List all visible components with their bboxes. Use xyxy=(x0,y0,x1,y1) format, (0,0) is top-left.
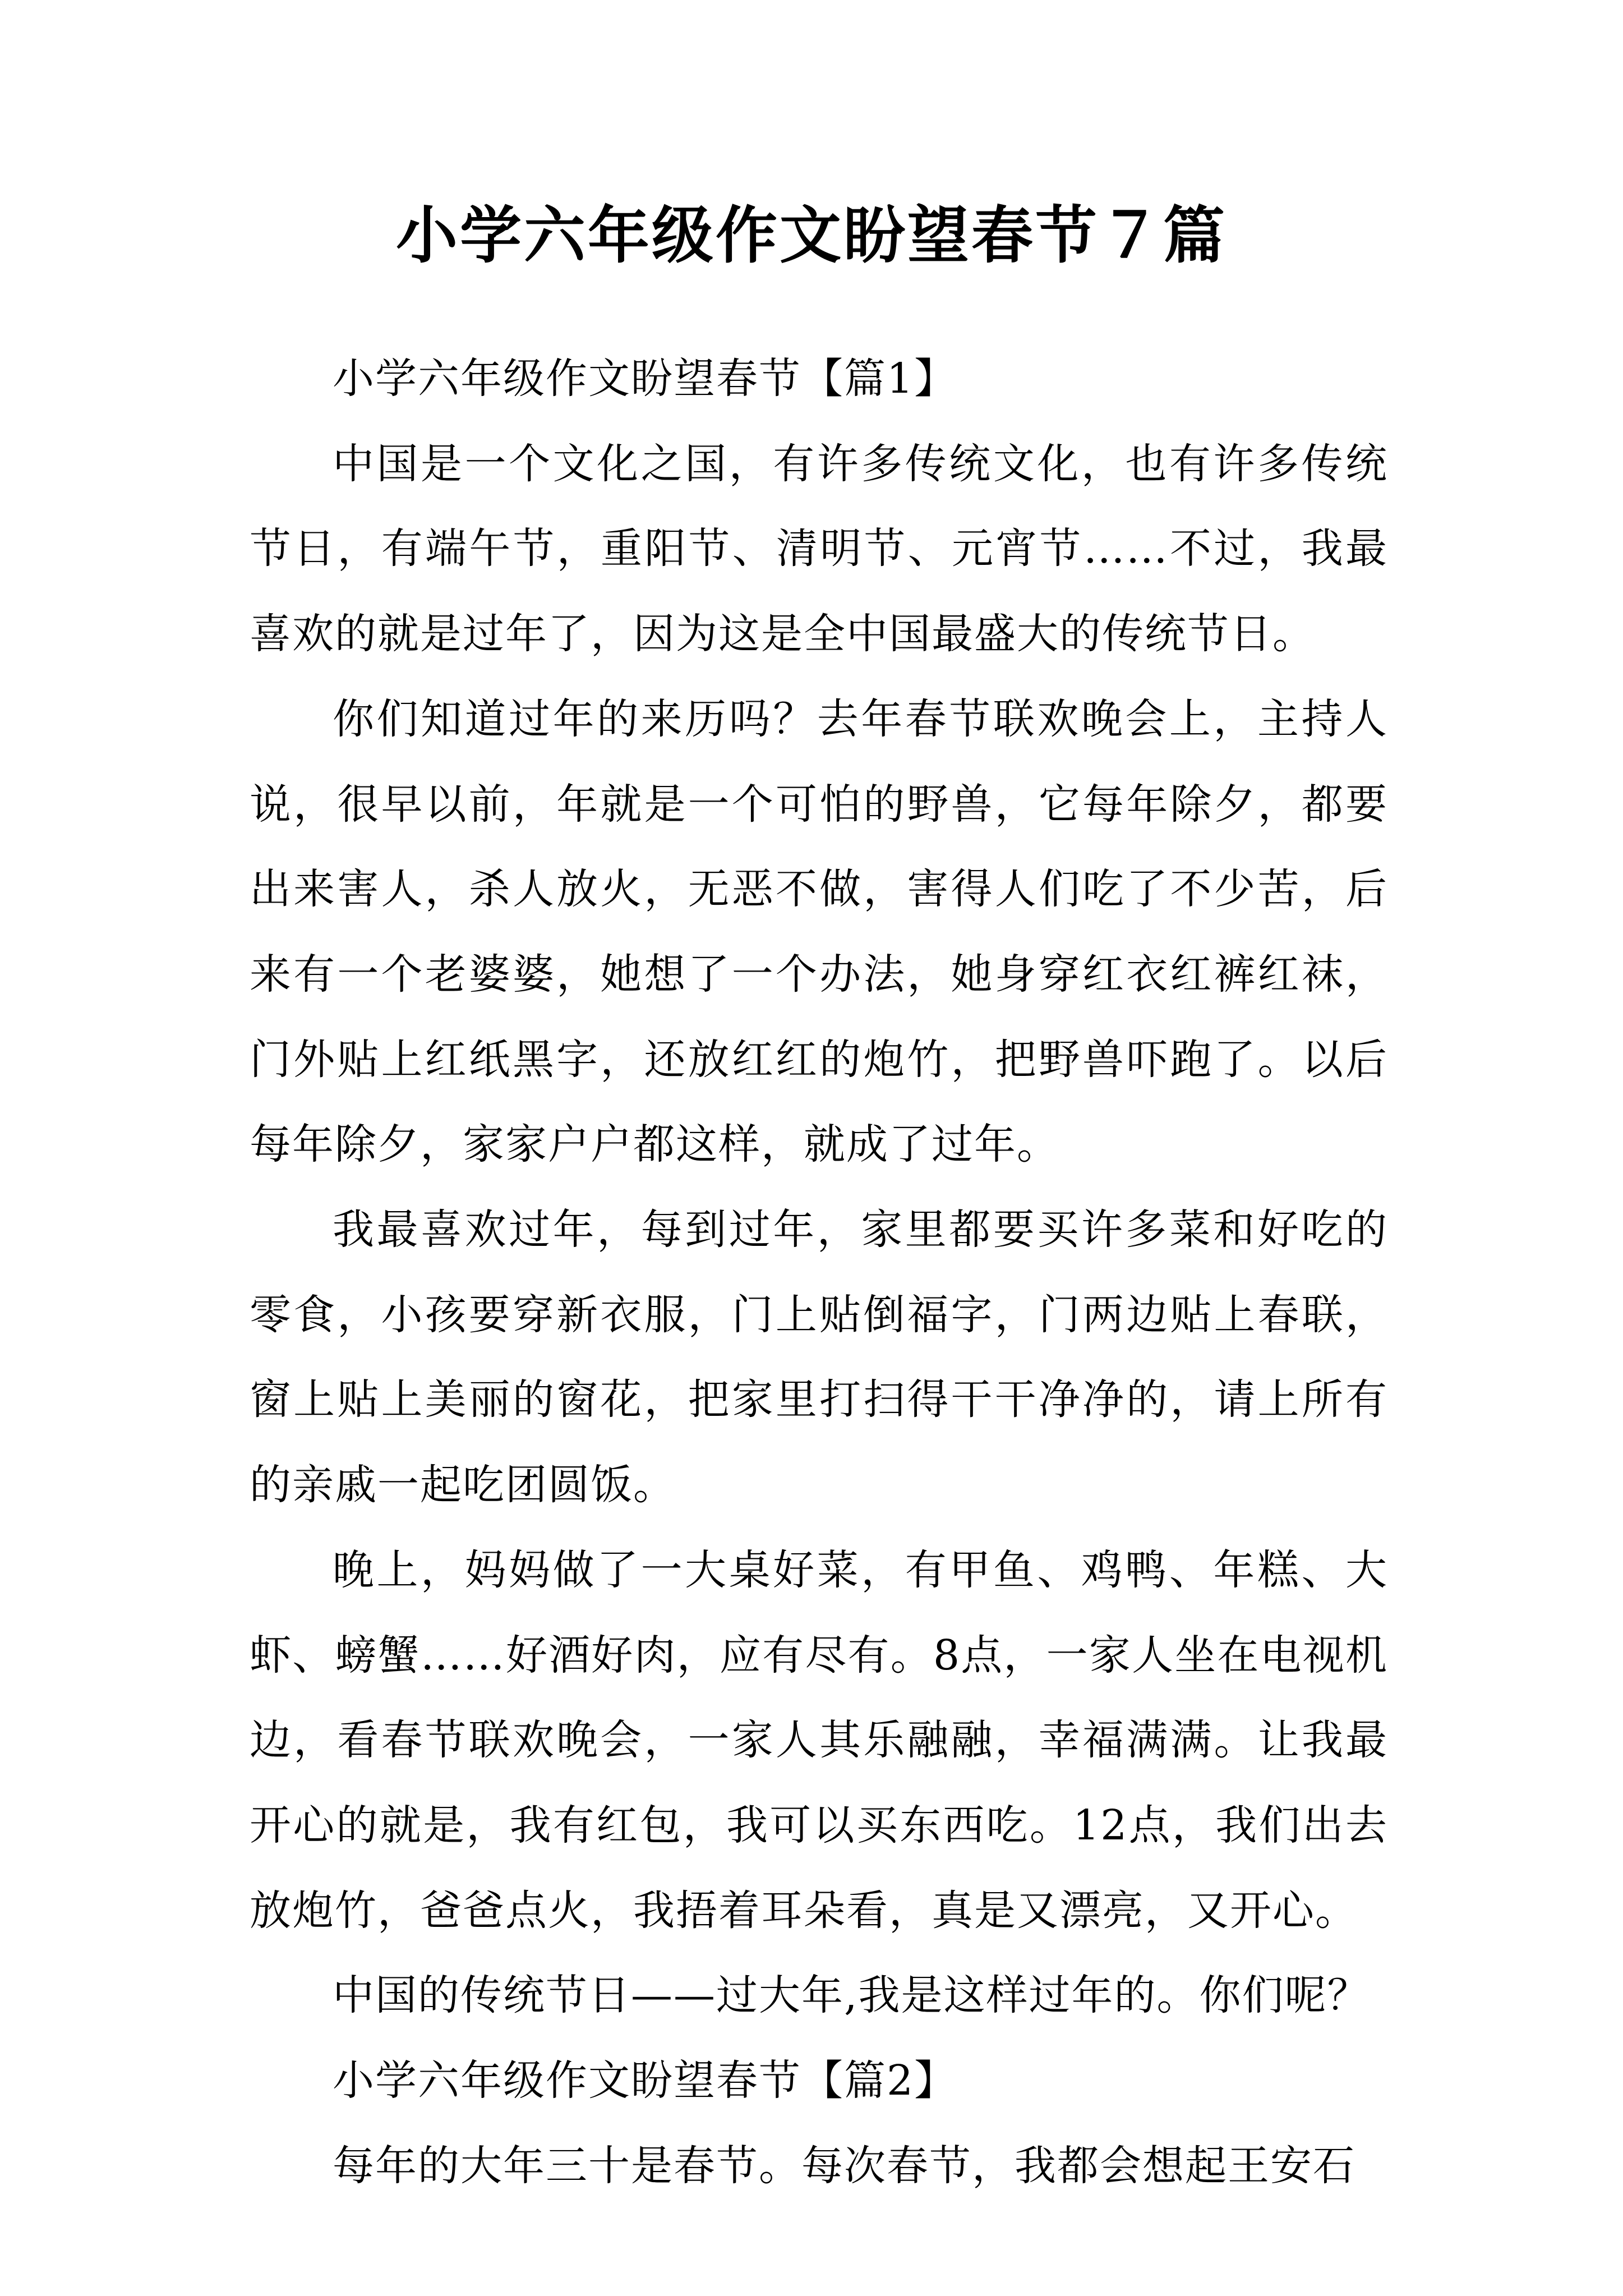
section-heading-1: 小学六年级作文盼望春节【篇1】 xyxy=(333,355,957,403)
section-heading-2: 小学六年级作文盼望春节【篇2】 xyxy=(333,2056,957,2105)
paragraph: 每年的大年三十是春节。每次春节，我都会想起王安石 xyxy=(333,2141,1355,2190)
paragraph: 中国是一个文化之国，有许多传统文化，也有许多传统节日，有端午节，重阳节、清明节、元宵节……不过，我最喜欢的就是过年了，因为这是全中国最盛大的传统节日。 xyxy=(250,439,1388,659)
document-body xyxy=(250,337,1388,2208)
document-title: 小学六年级作文盼望春节７篇 xyxy=(396,200,1227,272)
paragraph: 晚上，妈妈做了一大桌好菜，有甲鱼、鸡鸭、年糕、大虾、螃蟹……好酒好肉，应有尽有。8点，一家人坐在电视机边，看春节联欢晚会，一家人其乐融融，幸福满满。让我最开心的就是，我有红包，我可以买东西吃。12点，我们出去放炮竹，爸爸点火，我捂着耳朵看，真是又漂亮，又开心。 xyxy=(250,1545,1388,1935)
paragraph: 我最喜欢过年，每到过年，家里都要买许多菜和好吃的零食，小孩要穿新衣服，门上贴倒福字，门两边贴上春联，窗上贴上美丽的窗花，把家里打扫得干干净净的，请上所有的亲戚一起吃团圆饭。 xyxy=(250,1205,1388,1510)
paragraph: 中国的传统节日——过大年,我是这样过年的。你们呢？ xyxy=(333,1971,1370,2020)
paragraph: 你们知道过年的来历吗？去年春节联欢晚会上，主持人说，很早以前，年就是一个可怕的野兽，它每年除夕，都要出来害人，杀人放火，无恶不做，害得人们吃了不少苦，后来有一个老婆婆，她想了一个办法，她身穿红衣红裤红袜，门外贴上红纸黑字，还放红红的炮竹，把野兽吓跑了。以后每年除夕，家家户户都这样，就成了过年。 xyxy=(250,694,1388,1169)
